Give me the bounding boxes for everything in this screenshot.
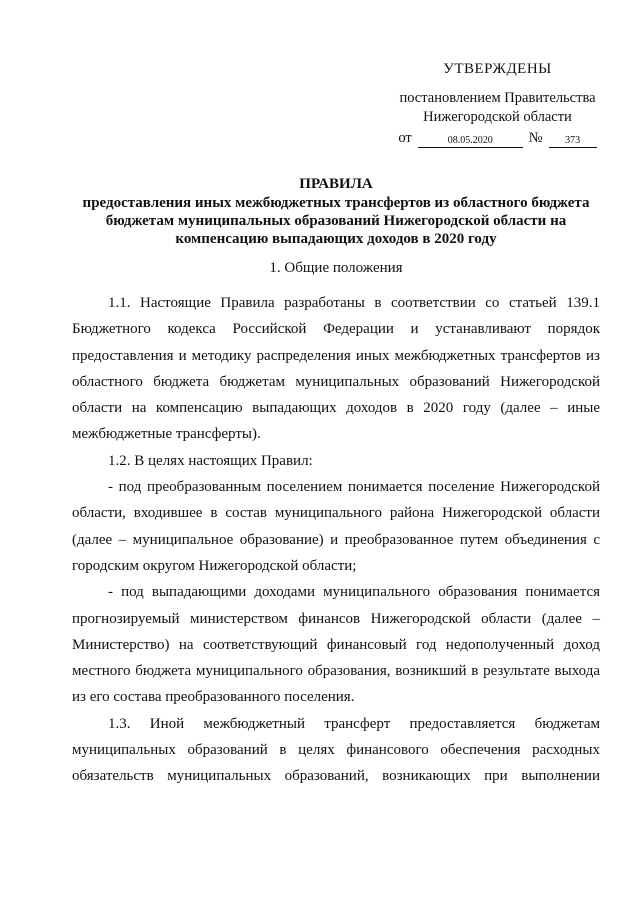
- document-body: [72, 290, 600, 790]
- paragraph-definition-2: - под выпадающими доходами муниципального образования понимается прогнозируемый министерством финансов Нижегородской области (далее – Министерство) на соответствующий финансовый год недополученный доход местного бюджета муниципального образования, возникший в результате выхода из его состава преобразованного поселения.: [72, 584, 600, 706]
- paragraph-definition-1: - под преобразованным поселением понимается поселение Нижегородской области, входившее в состав муниципального района Нижегородской области (далее – муниципальное образование) и преобразованное путем объединения с городским округом Нижегородской области;: [72, 479, 600, 574]
- approval-number: 373: [549, 135, 597, 148]
- number-sign: №: [528, 130, 543, 146]
- paragraph-1-2: 1.2. В целях настоящих Правил:: [108, 452, 313, 469]
- title-line-1: предоставления иных межбюджетных трансфертов из областного бюджета: [82, 195, 590, 211]
- section-heading: 1. Общие положения: [269, 260, 403, 276]
- date-prefix: от: [398, 130, 412, 146]
- paragraph-1-3: 1.3. Иной межбюджетный трансферт предоставляется бюджетам муниципальных образований в целях финансового обеспечения расходных обязательств муниципальных образований, возникающих при выполнении: [72, 715, 600, 785]
- approval-heading: УТВЕРЖДЕНЫ: [443, 61, 552, 77]
- document-title: [72, 175, 600, 248]
- title-line-3: компенсацию выпадающих доходов в 2020 году: [175, 231, 497, 247]
- approval-stamp: [390, 60, 605, 148]
- approval-date: 08.05.2020: [418, 135, 523, 148]
- title-main: ПРАВИЛА: [299, 176, 373, 192]
- paragraph-1-1: 1.1. Настоящие Правила разработаны в соответствии со статьей 139.1 Бюджетного кодекса Российской Федерации и устанавливают порядок предоставления и методику распределения иных межбюджетных трансфертов из областного бюджета бюджетам муниципальных образований Нижегородской области на компенсацию выпадающих доходов в 2020 году (далее – иные межбюджетные трансферты).: [72, 295, 600, 443]
- title-line-2: бюджетам муниципальных образований Нижегородской области на: [105, 213, 567, 229]
- approval-line-2: Нижегородской области: [423, 109, 572, 125]
- approval-date-line: [390, 129, 605, 148]
- approval-line-1: постановлением Правительства: [399, 90, 596, 106]
